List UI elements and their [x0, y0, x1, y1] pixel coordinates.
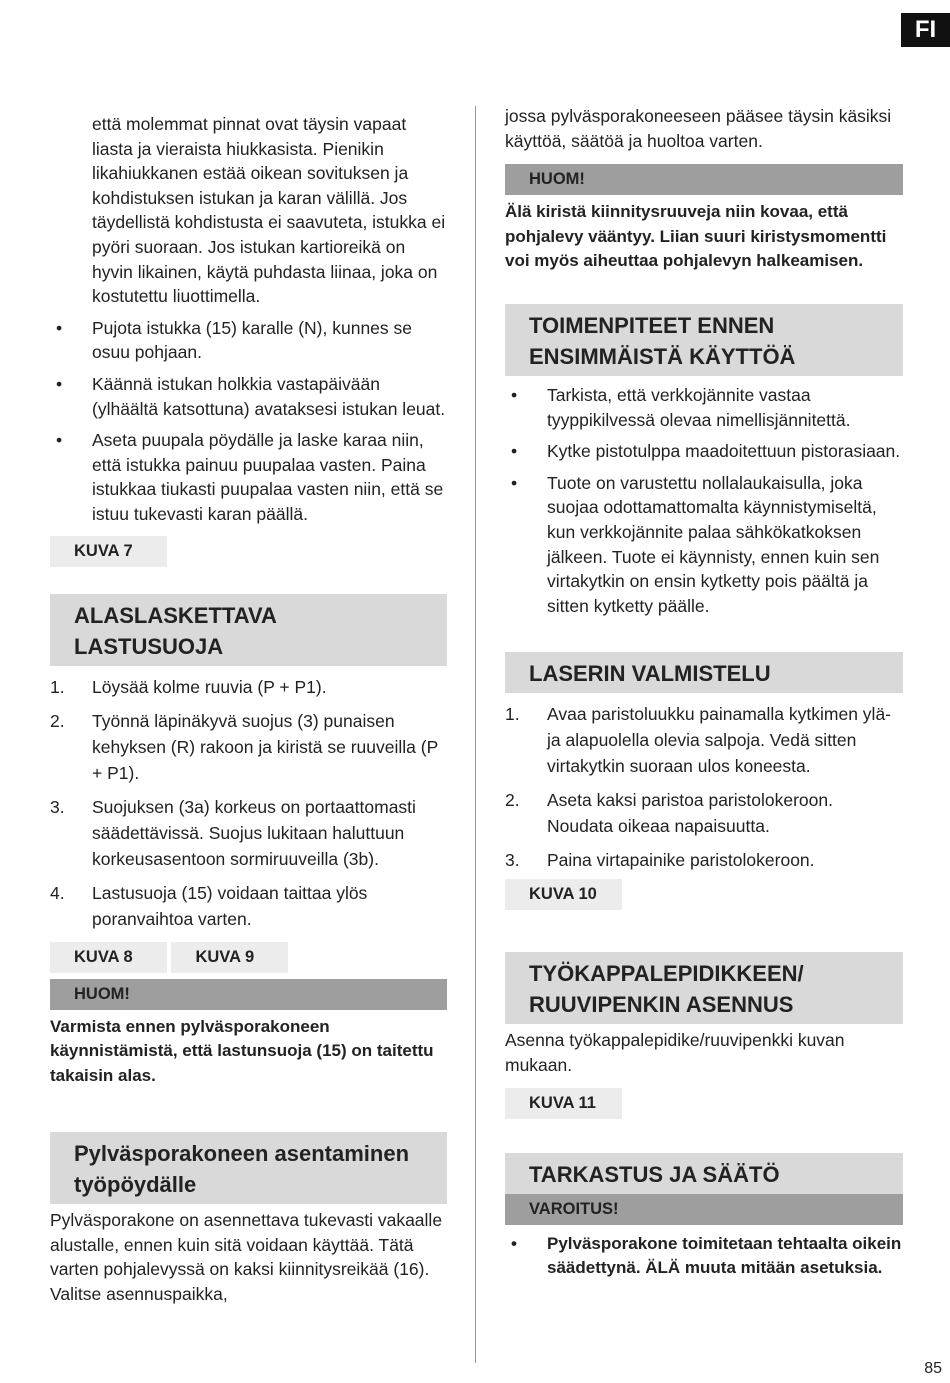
- figure-ref-7: KUVA 7: [50, 536, 167, 567]
- list-item: • Kytke pistotulppa maadoitettuun pistorasiaan.: [505, 439, 903, 464]
- list-item: • Pujota istukka (15) karalle (N), kunnes se osuu pohjaan.: [56, 317, 412, 363]
- bullet-icon: •: [56, 430, 63, 451]
- column-divider: [475, 106, 476, 1363]
- huom-text: Varmista ennen pylväsporakoneen käynnistämistä, että lastunsuoja (15) on taitettu takaisin alas.: [50, 1016, 434, 1085]
- varoitus-bullets: [505, 1232, 903, 1281]
- figure-ref-11: KUVA 11: [505, 1088, 622, 1119]
- left-bullet-list: [50, 316, 447, 527]
- list-item: 2. Aseta kaksi paristoa paristolokeroon. Noudata oikeaa napaisuutta.: [505, 790, 833, 837]
- list-item: • Tuote on varustettu nollalaukaisulla, joka suojaa odottamattomalta käynnistymiseltä, kun verkkojännite palaa sähkökatkoksen jälkeen. Tuote ei käynnisty, ennen kuin sen virtakytkin on ensin kytketty pois päältä ja sitten kytketty päälle.: [511, 472, 880, 616]
- section-title-laser: LASERIN VALMISTELU: [505, 652, 903, 693]
- tyokappalepidike-text: Asenna työkappalepidike/ruuvipenkki kuvan mukaan.: [505, 1030, 845, 1075]
- continued-text: jossa pylväsporakoneeseen pääsee täysin käsiksi käyttöä, säätöä ja huoltoa varten.: [505, 106, 892, 151]
- bullet-icon: •: [511, 441, 518, 462]
- bullet-icon: •: [511, 384, 518, 405]
- list-item: 4. Lastusuoja (15) voidaan taittaa ylös poranvaihtoa varten.: [50, 882, 368, 929]
- page-number: 85: [924, 1360, 942, 1377]
- huom-label: HUOM!: [50, 979, 447, 1010]
- intro-text: että molemmat pinnat ovat täysin vapaat liasta ja vieraista hiukkasista. Pienikin likahiukkanen estää oikean sovituksen ja kohdistuksen istukan ja karan välillä. Jos täydellistä kohdistusta ei saavuteta, istukka ei pyöri suoraan. Jos istukan kartioreikä on hyvin likainen, käytä puhdasta liinaa, joka on kostutettu liuottimella.: [92, 114, 446, 307]
- left-column: [50, 112, 447, 1307]
- huom-text: Älä kiristä kiinnitysruuveja niin kovaa, että pohjalevy vääntyy. Liian suuri kiristysmomentti voi myös aiheuttaa pohjalevyn halkeamisen.: [505, 202, 887, 271]
- list-item: 1. Löysää kolme ruuvia (P + P1).: [50, 676, 327, 697]
- laser-steps: [505, 701, 903, 873]
- toimenpiteet-bullets: [505, 383, 903, 618]
- lastusuoja-steps: [50, 674, 447, 932]
- figure-ref-10: KUVA 10: [505, 879, 622, 910]
- list-item: 2. Työnnä läpinäkyvä suojus (3) punaisen kehyksen (R) rakoon ja kiristä se ruuveilla (P + P1).: [50, 710, 438, 783]
- figure-ref-9: KUVA 9: [171, 942, 288, 973]
- section-title-tarkastus: TARKASTUS JA SÄÄTÖ: [505, 1153, 903, 1194]
- list-item: 1. Avaa paristoluukku painamalla kytkimen ylä- ja alapuolella olevia salpoja. Vedä sitten virtakytkin suoraan ulos koneesta.: [505, 704, 892, 777]
- list-item: • Käännä istukan holkkia vastapäivään (ylhäältä katsottuna) avataksesi istukan leuat.: [56, 373, 446, 419]
- language-tag: FI: [901, 13, 950, 47]
- bullet-icon: •: [511, 472, 518, 493]
- bullet-icon: •: [56, 373, 63, 394]
- section-title-asentaminen: Pylväsporakoneen asentaminen työpöydälle: [50, 1132, 447, 1204]
- list-item: • Aseta puupala pöydälle ja laske karaa niin, että istukka painuu puupalaa vasten. Paina istukkaa tiukasti puupalaa vasten niin, että se istuu tukevasti karan päällä.: [56, 430, 444, 524]
- section-title-tyokappalepidike: TYÖKAPPALEPIDIKKEEN/ RUUVIPENKIN ASENNUS: [505, 952, 903, 1024]
- right-column: [505, 104, 903, 1281]
- bullet-icon: •: [511, 1233, 517, 1253]
- figure-ref-8: KUVA 8: [50, 942, 167, 973]
- varoitus-label: VAROITUS!: [505, 1194, 903, 1225]
- section-title-toimenpiteet: TOIMENPITEET ENNEN ENSIMMÄISTÄ KÄYTTÖÄ: [505, 304, 903, 376]
- list-item: 3. Paina virtapainike paristolokeroon.: [505, 850, 815, 871]
- bullet-icon: •: [56, 317, 63, 338]
- huom-label: HUOM!: [505, 164, 903, 195]
- list-item: 3. Suojuksen (3a) korkeus on portaattomasti säädettävissä. Suojus lukitaan haluttuun korkeusasentoon sormiruuveilla (3b).: [50, 796, 416, 869]
- asentaminen-text: Pylväsporakone on asennettava tukevasti vakaalle alustalle, ennen kuin sitä voidaan käyttää. Tätä varten pohjalevyssä on kaksi kiinnitysreikää (16). Valitse asennuspaikka,: [50, 1210, 443, 1305]
- section-title-lastusuoja: ALASLASKETTAVA LASTUSUOJA: [50, 594, 447, 666]
- list-item: • Tarkista, että verkkojännite vastaa tyyppikilvessä olevaa nimellisjännitettä.: [511, 384, 851, 430]
- list-item: • Pylväsporakone toimitetaan tehtaalta oikein säädettynä. ÄLÄ muuta mitään asetuksia.: [511, 1233, 902, 1278]
